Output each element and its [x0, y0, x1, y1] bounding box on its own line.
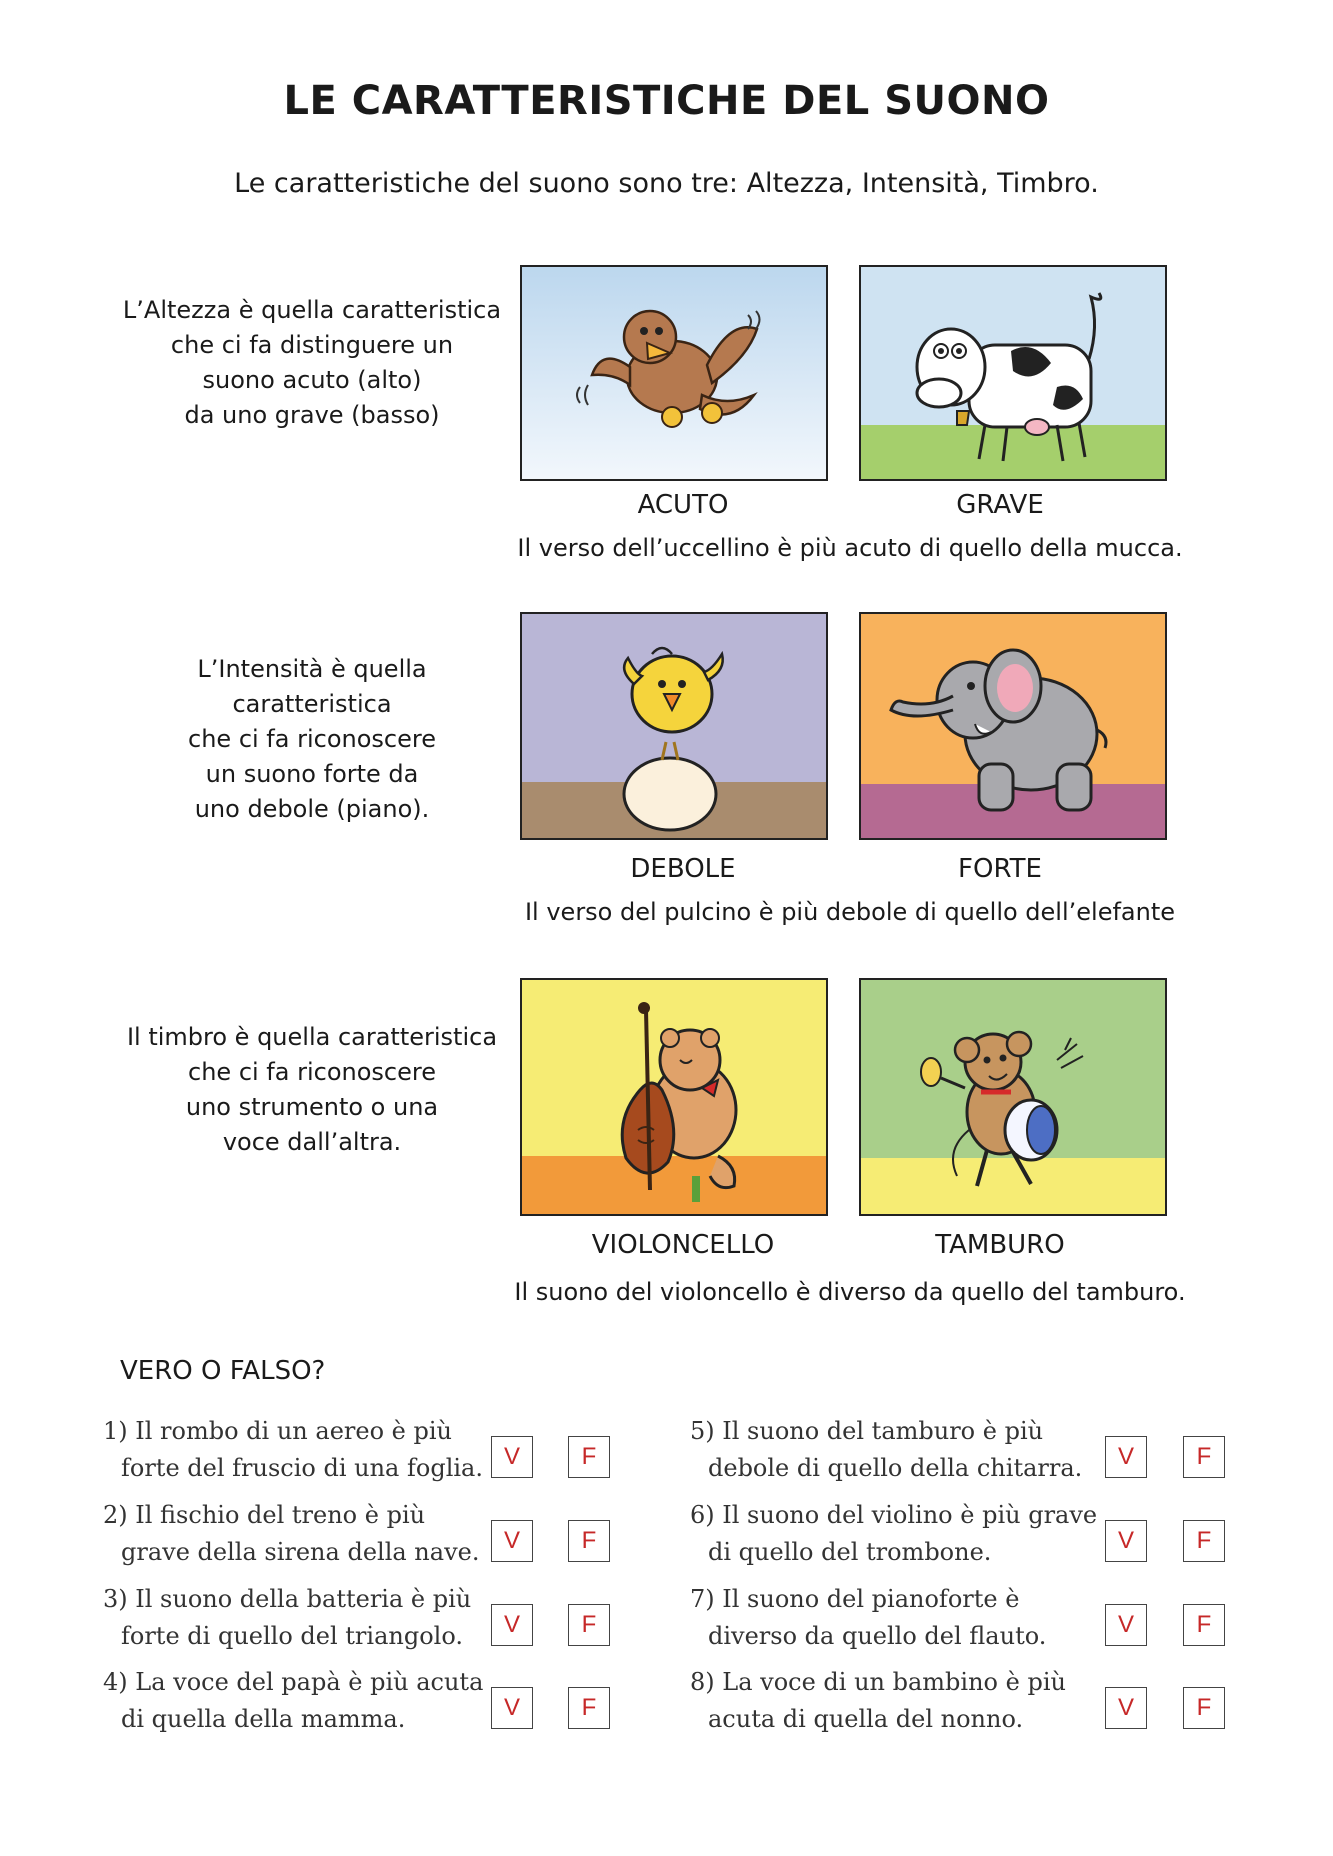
answer-f-1[interactable]: F — [568, 1436, 610, 1478]
answer-v-7[interactable]: V — [1105, 1604, 1147, 1646]
question-line: di quello del trombone. — [708, 1538, 992, 1566]
question-line: 2) Il fischio del treno è più — [103, 1501, 426, 1529]
question-line: grave della sirena della nave. — [121, 1538, 480, 1566]
quiz-question-6 — [690, 1497, 1097, 1571]
section-timbro-description — [117, 1020, 507, 1160]
quiz-question-2 — [103, 1497, 479, 1571]
question-line: 1) Il rombo di un aereo è più — [103, 1417, 452, 1445]
desc-line: L’Intensità è quella caratteristica — [197, 655, 427, 718]
question-line: forte del fruscio di una foglia. — [121, 1454, 483, 1482]
bird-illustration — [520, 265, 828, 481]
section-intensita-description — [117, 652, 507, 827]
question-line: 3) Il suono della batteria è più — [103, 1585, 472, 1613]
quiz-question-8 — [690, 1664, 1066, 1738]
question-line: di quella della mamma. — [121, 1705, 406, 1733]
elephant-illustration — [859, 612, 1167, 840]
mouse-drum-illustration — [859, 978, 1167, 1216]
question-line: 5) Il suono del tamburo è più — [690, 1417, 1044, 1445]
answer-f-2[interactable]: F — [568, 1520, 610, 1562]
desc-line: L’Altezza è quella caratteristica — [122, 296, 502, 324]
sentence-altezza: Il verso dell’uccellino è più acuto di quello della mucca. — [517, 534, 1183, 562]
quiz-question-4 — [103, 1664, 483, 1738]
desc-line: suono acuto (alto) — [202, 366, 422, 394]
caption-violoncello: VIOLONCELLO — [591, 1230, 775, 1260]
question-line: 8) La voce di un bambino è più — [690, 1668, 1066, 1696]
chick-illustration — [520, 612, 828, 840]
answer-v-5[interactable]: V — [1105, 1436, 1147, 1478]
answer-v-3[interactable]: V — [491, 1604, 533, 1646]
desc-line: Il timbro è quella caratteristica — [126, 1023, 498, 1051]
question-line: debole di quello della chitarra. — [708, 1454, 1083, 1482]
caption-grave: GRAVE — [956, 490, 1044, 520]
desc-line: che ci fa distinguere un — [170, 331, 454, 359]
page-title: LE CARATTERISTICHE DEL SUONO — [283, 78, 1050, 124]
answer-v-4[interactable]: V — [491, 1687, 533, 1729]
cow-illustration — [859, 265, 1167, 481]
quiz-question-3 — [103, 1581, 471, 1655]
desc-line: che ci fa riconoscere — [188, 1058, 436, 1086]
quiz-question-1 — [103, 1413, 483, 1487]
answer-f-8[interactable]: F — [1183, 1687, 1225, 1729]
caption-tamburo: TAMBURO — [935, 1230, 1065, 1260]
question-line: diverso da quello del flauto. — [708, 1622, 1047, 1650]
sentence-timbro: Il suono del violoncello è diverso da quello del tamburo. — [514, 1278, 1186, 1306]
question-line: 4) La voce del papà è più acuta — [103, 1668, 484, 1696]
answer-f-5[interactable]: F — [1183, 1436, 1225, 1478]
section-altezza-description — [117, 293, 507, 433]
answer-f-3[interactable]: F — [568, 1604, 610, 1646]
answer-v-8[interactable]: V — [1105, 1687, 1147, 1729]
desc-line: che ci fa riconoscere — [188, 725, 436, 753]
desc-line: da uno grave (basso) — [184, 401, 440, 429]
question-line: forte di quello del triangolo. — [121, 1622, 463, 1650]
question-line: 6) Il suono del violino è più grave — [690, 1501, 1098, 1529]
answer-v-2[interactable]: V — [491, 1520, 533, 1562]
quiz-title: VERO O FALSO? — [120, 1356, 326, 1386]
desc-line: un suono forte da — [205, 760, 419, 788]
quiz-question-5 — [690, 1413, 1082, 1487]
desc-line: uno strumento o una — [185, 1093, 439, 1121]
caption-acuto: ACUTO — [637, 490, 729, 520]
sentence-intensita: Il verso del pulcino è più debole di quello dell’elefante — [524, 898, 1176, 926]
desc-line: uno debole (piano). — [194, 795, 430, 823]
bear-cello-illustration — [520, 978, 828, 1216]
answer-v-1[interactable]: V — [491, 1436, 533, 1478]
answer-f-4[interactable]: F — [568, 1687, 610, 1729]
question-line: 7) Il suono del pianoforte è — [690, 1585, 1020, 1613]
quiz-question-7 — [690, 1581, 1046, 1655]
caption-debole: DEBOLE — [630, 854, 736, 884]
answer-f-6[interactable]: F — [1183, 1520, 1225, 1562]
desc-line: voce dall’altra. — [222, 1128, 402, 1156]
answer-v-6[interactable]: V — [1105, 1520, 1147, 1562]
caption-forte: FORTE — [958, 854, 1042, 884]
question-line: acuta di quella del nonno. — [708, 1705, 1024, 1733]
page-subtitle: Le caratteristiche del suono sono tre: Altezza, Intensità, Timbro. — [234, 168, 1099, 199]
answer-f-7[interactable]: F — [1183, 1604, 1225, 1646]
